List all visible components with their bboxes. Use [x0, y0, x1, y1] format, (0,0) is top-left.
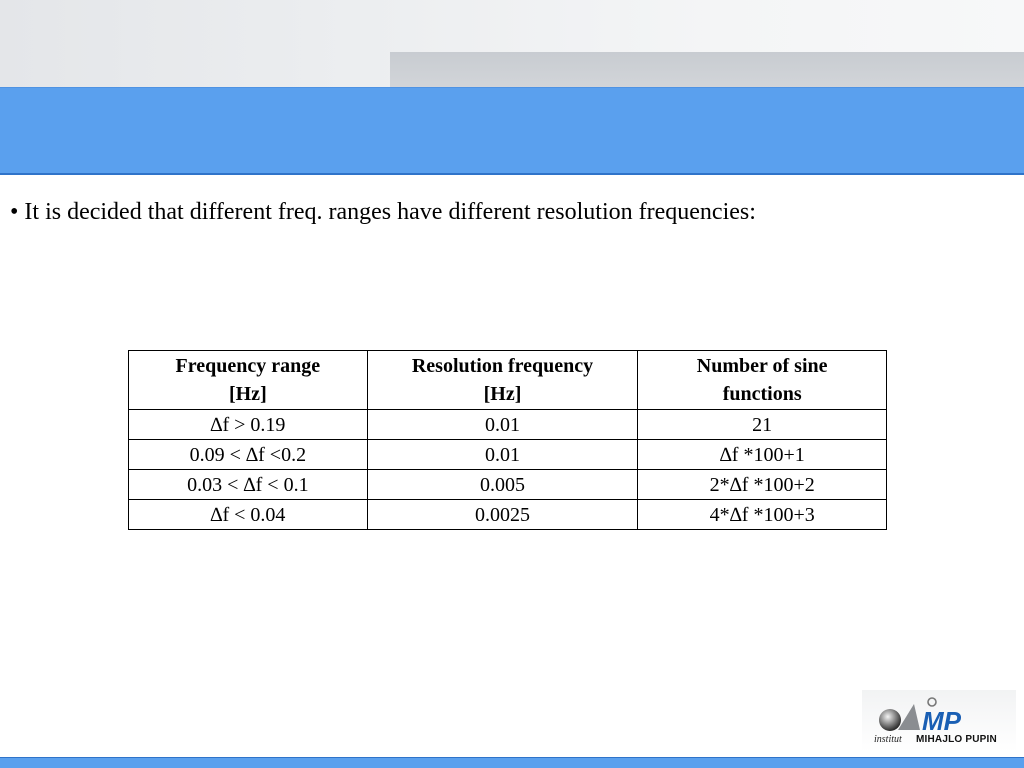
table-cell: 0.03 < ∆f < 0.1 [129, 470, 368, 500]
table-row [129, 500, 887, 530]
logo-wedge-icon [898, 704, 920, 730]
bullet-marker: • [10, 199, 19, 225]
frequency-table [128, 350, 887, 530]
table-header-row [129, 351, 887, 410]
table-cell: ∆f *100+1 [638, 440, 887, 470]
header-line: [Hz] [228, 383, 267, 405]
header-frequency-range [129, 351, 368, 410]
footer-bar [0, 757, 1024, 768]
table-cell: ∆f > 0.19 [129, 410, 368, 440]
logo-ring-icon [928, 698, 936, 706]
header-line: Frequency range [175, 355, 321, 377]
logo-sphere-icon [879, 709, 901, 731]
table-row [129, 410, 887, 440]
title-bar [0, 87, 1024, 175]
logo-name-text: MIHAJLO PUPIN [916, 734, 997, 745]
header-line: functions [722, 383, 802, 405]
institute-logo [862, 690, 1016, 752]
header-resolution-frequency [367, 351, 638, 410]
table-cell: 4*∆f *100+3 [638, 500, 887, 530]
header-line: [Hz] [483, 383, 522, 405]
bullet-point [10, 196, 1010, 228]
table-row [129, 470, 887, 500]
header-gray-strip [390, 52, 1024, 88]
logo-mp-text: MP [922, 706, 961, 736]
bullet-text: It is decided that different freq. ranges have different resolution frequencies: [24, 199, 756, 225]
table-row [129, 440, 887, 470]
table-cell: 0.01 [367, 440, 638, 470]
logo-institut-text: institut [874, 734, 902, 745]
table-cell: 0.005 [367, 470, 638, 500]
table-cell: 2*∆f *100+2 [638, 470, 887, 500]
table-cell: 0.09 < ∆f <0.2 [129, 440, 368, 470]
table-cell: 21 [638, 410, 887, 440]
header-line: Number of sine [696, 355, 828, 377]
header-line: Resolution frequency [411, 355, 594, 377]
table-cell: 0.0025 [367, 500, 638, 530]
header-number-of-sine-functions [638, 351, 887, 410]
table-cell: 0.01 [367, 410, 638, 440]
table-cell: ∆f < 0.04 [129, 500, 368, 530]
